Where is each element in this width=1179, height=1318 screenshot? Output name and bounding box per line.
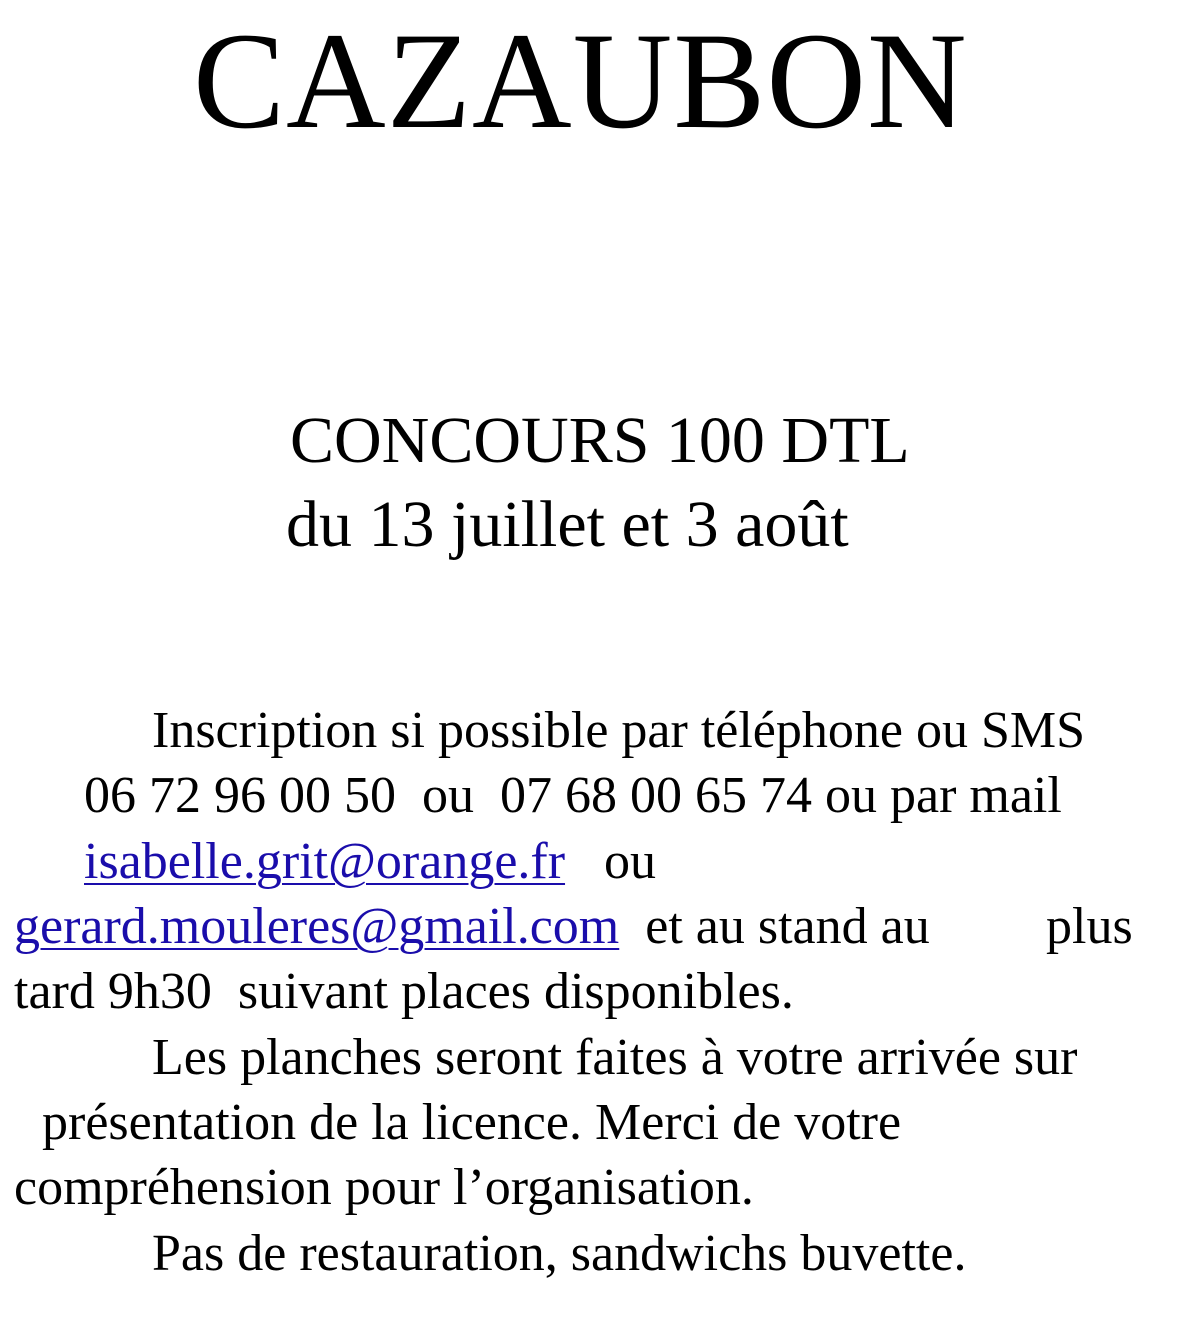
- or-text-2: ou: [604, 833, 657, 890]
- email-link-gerard[interactable]: gerard.mouleres@gmail.com: [14, 898, 620, 955]
- phone-number-1: 06 72 96 00 50: [84, 767, 396, 824]
- contest-dates: du 13 juillet et 3 août: [286, 488, 849, 561]
- email-line-2: [14, 898, 930, 955]
- email-link-isabelle[interactable]: isabelle.grit@orange.fr: [84, 833, 566, 890]
- email-line-1: [84, 833, 657, 890]
- inscription-intro: Inscription si possible par téléphone ou SMS: [152, 702, 1086, 759]
- phone-number-2: 07 68 00 65 74: [500, 767, 812, 824]
- planches-line-3: compréhension pour l’organisation.: [14, 1159, 754, 1216]
- planches-line-1: Les planches seront faites à votre arrivée sur: [152, 1029, 1078, 1086]
- phone-line: [84, 767, 1062, 824]
- contest-title: CONCOURS 100 DTL: [290, 404, 910, 477]
- restauration-text: Pas de restauration, sandwichs buvette.: [152, 1225, 967, 1282]
- stand-text: et au stand au: [645, 898, 930, 955]
- by-mail-text: ou par mail: [825, 767, 1062, 824]
- or-text: ou: [422, 767, 474, 824]
- planches-line-2: présentation de la licence. Merci de votre: [42, 1094, 902, 1151]
- page-title: CAZAUBON: [193, 4, 968, 157]
- deadline-text: tard 9h30 suivant places disponibles.: [14, 963, 794, 1020]
- stand-text-plus: plus: [1046, 898, 1133, 955]
